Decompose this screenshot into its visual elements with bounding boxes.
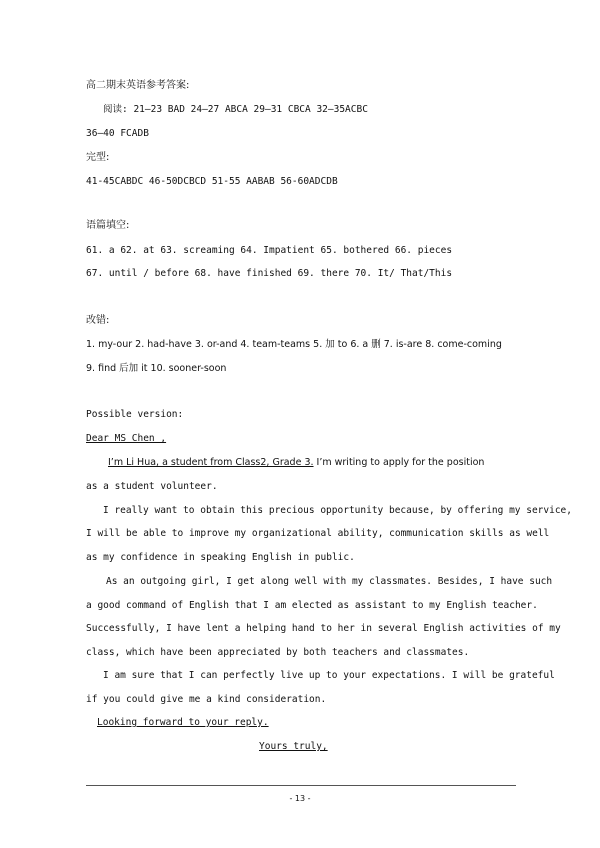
correction-answers-line-2: 9. find 后加 it 10. sooner-soon <box>86 363 227 374</box>
footer-rule <box>86 785 516 786</box>
letter-paragraph-4-line-2: if you could give me a kind consideration. <box>86 694 327 705</box>
letter-paragraph-2-line-3: as my confidence in speaking English in public. <box>86 552 355 563</box>
reading-answers-line-1: 阅读: 21—23 BAD 24—27 ABCA 29—31 CBCA 32—35ACBC <box>103 104 368 115</box>
letter-paragraph-3-line-3: Successfully, I have lent a helping hand to her in several English activities of my <box>86 623 561 634</box>
letter-paragraph-2-line-2: I will be able to improve my organizational ability, communication skills as well <box>86 528 550 539</box>
letter-paragraph-3-line-2: a good command of English that I am elected as assistant to my English teacher. <box>86 600 538 611</box>
letter-paragraph-4-line-1: I am sure that I can perfectly live up to your expectations. I will be grateful <box>103 670 555 681</box>
letter-paragraph-1-line-1 <box>108 457 484 469</box>
self-introduction: I’m Li Hua, a student from Class2, Grade 3. <box>108 457 314 468</box>
letter-salutation: Dear MS Chen , <box>86 433 167 444</box>
letter-paragraph-3-line-1: As an outgoing girl, I get along well with my classmates. Besides, I have such <box>106 576 553 587</box>
essay-heading: Possible version: <box>86 409 184 420</box>
page-number: - 13 - <box>289 794 311 803</box>
page-title: 高二期末英语参考答案: <box>86 80 190 91</box>
letter-signoff: Yours truly, <box>259 741 328 752</box>
reading-answers-line-2: 36—40 FCADB <box>86 128 149 139</box>
correction-heading: 改错: <box>86 315 110 326</box>
letter-paragraph-3-line-4: class, which have been appreciated by both teachers and classmates. <box>86 647 470 658</box>
cloze-heading: 完型: <box>86 152 110 163</box>
cloze-answers: 41-45CABDC 46-50DCBCD 51-55 AABAB 56-60ADCDB <box>86 176 338 187</box>
grammar-fill-answers-line-2: 67. until / before 68. have finished 69. there 70. It/ That/This <box>86 268 453 279</box>
correction-answers-line-1: 1. my-our 2. had-have 3. or-and 4. team-teams 5. 加 to 6. a 删 7. is-are 8. come-coming <box>86 339 502 350</box>
letter-closing: Looking forward to your reply. <box>97 717 269 728</box>
letter-paragraph-1-line-2: as a student volunteer. <box>86 481 218 492</box>
grammar-fill-heading: 语篇填空: <box>86 220 130 231</box>
letter-paragraph-2-line-1: I really want to obtain this precious opportunity because, by offering my service, <box>103 505 572 516</box>
application-purpose: I’m writing to apply for the position <box>313 457 485 468</box>
grammar-fill-answers-line-1: 61. a 62. at 63. screaming 64. Impatient 65. bothered 66. pieces <box>86 245 453 256</box>
